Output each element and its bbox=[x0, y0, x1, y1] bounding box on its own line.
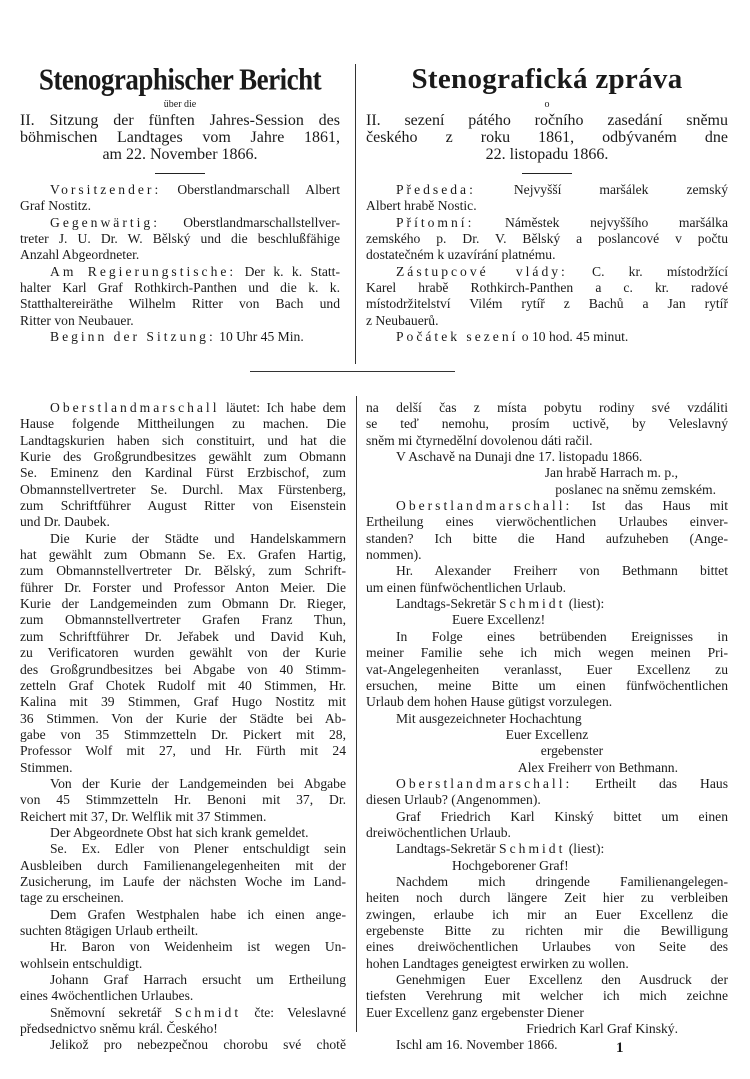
text-line: Landtagskurien haben sich constituirt, und hat die bbox=[20, 432, 346, 448]
body-right-column bbox=[366, 400, 728, 1054]
line-text: (liest): bbox=[565, 596, 605, 612]
speaker-label: Beginn der Sitzung: bbox=[50, 329, 216, 345]
text-line: und Dr. Daubek. bbox=[20, 514, 110, 530]
paragraph bbox=[366, 711, 728, 727]
divider bbox=[522, 173, 572, 174]
text-line: des Großgrundbesitzes bei Abgabe von 40 Stimm- bbox=[20, 661, 346, 677]
speaker-label: Am Regierungstische: bbox=[50, 263, 237, 279]
text-line: Euer Excellenz ganz ergebenster Diener bbox=[366, 1004, 584, 1020]
text-line: Hochgeborener Graf! bbox=[452, 857, 569, 873]
text-line: Urlaub dem hohen Hause gütigst vorzulegen. bbox=[366, 694, 613, 710]
text-line: Die Kurie der Städte und Handelskammern bbox=[50, 530, 346, 546]
text-line: Professor Wolf mit 27, und Hr. Fürth mit 24 bbox=[20, 743, 346, 759]
text-line: předsednictvo sněmu král. Českého! bbox=[20, 1021, 218, 1037]
paragraph bbox=[20, 264, 340, 329]
text-line: tage zu erscheinen. bbox=[20, 890, 124, 906]
paragraph bbox=[20, 1005, 346, 1038]
line-text: Ist das Haus mit bbox=[572, 498, 728, 514]
paragraph bbox=[20, 182, 340, 215]
paragraph bbox=[366, 400, 728, 449]
title-czech: Stenografická zpráva bbox=[411, 63, 683, 95]
heading-line: böhmischen Landtages vom Jahre 1861, bbox=[20, 129, 340, 146]
text-line: dostatečném k uzavírání platnému. bbox=[366, 247, 556, 263]
text-line: Se. Eminenz den Kardinal Fürst Erzbischof, zum bbox=[20, 465, 346, 481]
text-line: tiefsten Verehrung mit welcher ich mich zeichne bbox=[366, 988, 728, 1004]
paragraph bbox=[366, 449, 728, 465]
text-line: heiten noch durch längere Zeit hier zu verbleiben bbox=[366, 890, 728, 906]
line-text: (liest): bbox=[565, 841, 605, 857]
text-line: Nachdem mich dringende Familienangelegen- bbox=[396, 873, 728, 889]
paragraph bbox=[366, 809, 728, 842]
speaker-label: Gegenwärtig: bbox=[50, 214, 160, 230]
paragraph bbox=[366, 612, 728, 628]
paragraph bbox=[366, 874, 728, 972]
text-line: zum Obmannstellvertreter Grafen Franz Thun, bbox=[20, 612, 346, 628]
text-line: von 45 Stimmzetteln Hr. Benoni mit 37, Dr. bbox=[20, 792, 346, 808]
attendance-czech bbox=[366, 182, 728, 345]
text-line: hohen Landtages geneigtest erwirken zu wollen. bbox=[366, 955, 629, 971]
paragraph bbox=[366, 727, 728, 743]
speaker-label: Oberstlandmarschall: bbox=[396, 498, 573, 514]
paragraph bbox=[20, 1037, 346, 1053]
paragraph bbox=[20, 907, 346, 940]
speaker-label: Oberstlandmarschall bbox=[50, 400, 220, 415]
paragraph bbox=[20, 400, 346, 531]
text-line: zemského p. Dr. V. Bělský a poslancové v počtu bbox=[366, 231, 728, 247]
text-line: hat gewählt zum Obmann Se. Ex. Grafen Hartig, bbox=[20, 547, 346, 563]
text-line: Der Abgeordnete Obst hat sich krank gemeldet. bbox=[50, 824, 309, 840]
text-line: zum Schriftführer August Ritter von Eisenstein bbox=[20, 498, 346, 514]
text-line: In Folge eines betrübenden Ereignisses in bbox=[396, 628, 728, 644]
text-line: Dem Grafen Westphalen habe ich einen ange- bbox=[50, 906, 346, 922]
text-line bbox=[366, 596, 728, 612]
title-german: Stenographischer Bericht bbox=[38, 61, 322, 97]
text-line: meiner Familie sehe ich mich wegen meinen Pri- bbox=[366, 645, 728, 661]
paragraph bbox=[366, 215, 728, 264]
text-line: Kurie der Landgemeinden zum Obmann Dr. Rieger, bbox=[20, 596, 346, 612]
column-divider bbox=[355, 64, 356, 364]
speaker-label: Schmidt bbox=[499, 841, 566, 857]
line-text: čte: Veleslavné bbox=[241, 1004, 346, 1020]
text-line bbox=[20, 182, 340, 198]
paragraph bbox=[20, 329, 340, 345]
text-line bbox=[20, 1005, 346, 1021]
text-line: Alex Freiherr von Bethmann. bbox=[517, 759, 678, 775]
paragraph bbox=[366, 329, 728, 345]
text-line: z Neubauerů. bbox=[366, 312, 439, 328]
text-line: zu Verificatoren wurden gewählt von der Kurie bbox=[20, 645, 346, 661]
text-line: eines dreiwöchentlichen Urlaubes von Seite des bbox=[366, 939, 728, 955]
header-german bbox=[20, 62, 340, 345]
text-line bbox=[366, 776, 728, 792]
text-line: Hr. Alexander Freiherr von Bethmann bittet bbox=[396, 563, 728, 579]
column-divider bbox=[356, 396, 357, 1032]
divider bbox=[155, 173, 205, 174]
text-line: Reichert mit 37, Dr. Welflik mit 37 Stimmen. bbox=[20, 808, 267, 824]
speaker-label: Počátek sezení bbox=[396, 329, 519, 345]
heading-line: am 22. November 1866. bbox=[102, 146, 258, 163]
paragraph bbox=[366, 596, 728, 612]
text-line: eines 4wöchentlichen Urlaubes. bbox=[20, 988, 194, 1004]
paragraph bbox=[366, 858, 728, 874]
paragraph bbox=[366, 1037, 728, 1053]
paragraph bbox=[20, 825, 346, 841]
text-line: wohlsein entschuldigt. bbox=[20, 955, 143, 971]
text-line: standen? Ich bitte die Hand aufzuheben (Ange- bbox=[366, 530, 728, 546]
speaker-label: Schmidt bbox=[499, 596, 566, 612]
text-line: Hause folgende Mittheilungen zu machen. Die bbox=[20, 416, 346, 432]
text-line bbox=[20, 264, 340, 280]
paragraph bbox=[366, 760, 728, 776]
line-text: Náměstek nejvyššího maršálka bbox=[474, 214, 728, 230]
text-line: gabe von 35 Stimmzetteln Dr. Pickert mit 28, bbox=[20, 726, 346, 742]
text-line: vat-Angelegenheiten veranlasst, Euer Excellenz zu bbox=[366, 661, 728, 677]
paragraph bbox=[20, 215, 340, 264]
text-line: Ischl am 16. November 1866. bbox=[396, 1037, 558, 1053]
text-line: místodržitelství Vilém rytíř z Bachů a Jan rytíř bbox=[366, 296, 728, 312]
paragraph bbox=[366, 563, 728, 596]
text-line: Von der Kurie der Landgemeinden bei Abgabe bbox=[50, 775, 346, 791]
text-line: Euer Excellenz bbox=[505, 726, 589, 742]
paragraph bbox=[366, 629, 728, 711]
line-text: 10 Uhr 45 Min. bbox=[215, 329, 304, 345]
text-line bbox=[20, 329, 340, 345]
line-text: Oberstlandmarschallstellver- bbox=[159, 214, 340, 230]
speaker-label: Oberstlandmarschall: bbox=[396, 775, 573, 791]
text-line bbox=[366, 215, 728, 231]
text-line: Zusicherung, im Laufe der nächsten Woche im Land- bbox=[20, 873, 346, 889]
text-line bbox=[366, 264, 728, 280]
paragraph bbox=[366, 182, 728, 215]
line-text: Ertheilt das Haus bbox=[572, 775, 728, 791]
text-line: Anzahl Abgeordneter. bbox=[20, 247, 140, 263]
paragraph bbox=[366, 264, 728, 329]
paragraph bbox=[20, 939, 346, 972]
line-text: läutet: Ich habe dem bbox=[219, 400, 346, 415]
text-line: Statthaltereiräthe Wilhelm Ritter von Bach und bbox=[20, 296, 340, 312]
text-line: Se. Ex. Edler von Plener entschuldigt sein bbox=[50, 841, 346, 857]
text-line: Stimmen. bbox=[20, 759, 73, 775]
text-line bbox=[20, 215, 340, 231]
line-text: Der k. k. Statt- bbox=[236, 263, 340, 279]
text-line: zetteln Graf Chotek Rudolf mit 40 Stimmen, Hr. bbox=[20, 677, 346, 693]
speaker-prefix: Landtags-Sekretär bbox=[396, 596, 500, 612]
speaker-prefix: Landtags-Sekretär bbox=[396, 841, 500, 857]
text-line: Albert hrabě Nostic. bbox=[366, 198, 477, 214]
heading-german bbox=[20, 112, 340, 163]
text-line: Kalina mit 39 Stimmen, Graf Hugo Nostitz mit bbox=[20, 694, 346, 710]
text-line bbox=[366, 329, 728, 345]
text-line: Jan hrabě Harrach m. p., bbox=[544, 465, 678, 481]
text-line: Genehmigen Euer Excellenz den Ausdruck der bbox=[396, 972, 728, 988]
text-line: 36 Stimmen. Von der Kurie der Städte bei Ab- bbox=[20, 710, 346, 726]
text-line bbox=[366, 498, 728, 514]
header-czech bbox=[366, 62, 728, 345]
line-text: o 10 hod. 45 minut. bbox=[518, 329, 629, 345]
text-line: na delší čas z místa pobytu rodiny své vzdáliti bbox=[366, 400, 728, 415]
page-number: 1 bbox=[616, 1040, 624, 1056]
speaker-label: Schmidt bbox=[174, 1004, 242, 1020]
text-line: zum Obmannstellvertreter Dr. Bělský, zum Schrift- bbox=[20, 563, 346, 579]
paragraph bbox=[366, 1021, 728, 1037]
text-line: dreiwöchentlichen Urlaub. bbox=[366, 824, 511, 840]
text-line: Obmannstellvertreter Se. Durchl. Max Fürstenberg, bbox=[20, 481, 346, 497]
line-text: Oberstlandmarschall Albert bbox=[161, 182, 340, 197]
paragraph bbox=[366, 465, 728, 481]
text-line: ergebenster bbox=[540, 743, 604, 759]
text-line: ersuchen, meine Bitte um einen fünfwöchentlichen bbox=[366, 677, 728, 693]
paragraph bbox=[366, 482, 728, 498]
text-line: um einen fünfwöchentlichen Urlaub. bbox=[366, 579, 567, 595]
speaker-label: Přítomní: bbox=[396, 214, 475, 230]
subtitle-german: über die bbox=[163, 99, 197, 110]
text-line: Ritter von Neubauer. bbox=[20, 312, 134, 328]
text-line: nommen). bbox=[366, 547, 422, 563]
paragraph bbox=[366, 972, 728, 1021]
paragraph bbox=[366, 841, 728, 857]
text-line: Euere Excellenz! bbox=[452, 612, 546, 628]
speaker-label: Předseda: bbox=[396, 182, 476, 197]
text-line: suchten 8tägigen Urlaub ertheilt. bbox=[20, 923, 199, 938]
text-line: führer Dr. Forster und Professor Anton Meier. Die bbox=[20, 579, 346, 595]
paragraph bbox=[366, 776, 728, 809]
text-line: sněm mi čtyrnedělní dovolenou dáti račil. bbox=[366, 432, 593, 448]
heading-line: 22. listopadu 1866. bbox=[485, 146, 609, 163]
paragraph bbox=[20, 841, 346, 906]
text-line: poslanec na sněmu zemském. bbox=[555, 481, 716, 497]
text-line: halter Karl Graf Rothkirch-Panthen und die k. k. bbox=[20, 280, 340, 296]
text-line: Mit ausgezeichneter Hochachtung bbox=[396, 710, 582, 726]
speaker-label: Vorsitzender: bbox=[50, 182, 162, 197]
paragraph bbox=[20, 776, 346, 825]
text-line: diesen Urlaub? (Angenommen). bbox=[366, 792, 541, 808]
paragraph bbox=[20, 972, 346, 1005]
text-line: Kurie des Großgrundbesitzes gewählt zum Obmann bbox=[20, 449, 346, 465]
text-line: Ertheilung eines vierwöchentlichen Urlaubes einver- bbox=[366, 514, 728, 530]
paragraph bbox=[366, 498, 728, 563]
heading-czech bbox=[366, 112, 728, 163]
speaker-prefix: Sněmovní sekretář bbox=[50, 1004, 175, 1020]
heading-line: II. sezení pátého ročního zasedání sněmu bbox=[366, 112, 728, 129]
text-line: Friedrich Karl Graf Kinský. bbox=[526, 1021, 678, 1037]
text-line bbox=[366, 841, 728, 857]
subtitle-czech: o bbox=[544, 99, 550, 110]
text-line: Karel hrabě Rothkirch-Panthen a c. kr. radové bbox=[366, 280, 728, 296]
paragraph bbox=[366, 743, 728, 759]
line-text: C. kr. místodržící bbox=[567, 263, 728, 279]
paragraph bbox=[20, 531, 346, 776]
text-line: Hr. Baron von Weidenheim ist wegen Un- bbox=[50, 939, 346, 955]
section-divider bbox=[250, 371, 455, 372]
heading-line: II. Sitzung der fünften Jahres-Session des bbox=[20, 112, 340, 129]
text-line: se teď nemohu, prosím uctivě, by Veleslavný bbox=[366, 416, 728, 432]
text-line: V Aschavě na Dunaji dne 17. listopadu 1866. bbox=[396, 449, 643, 465]
text-line bbox=[366, 182, 728, 198]
body-left-column bbox=[20, 400, 346, 1054]
text-line: zum Schriftführer Dr. Jeřabek und David Kuh, bbox=[20, 628, 346, 644]
text-line: ergebenste Bitte zu richten mir die Bewilligung bbox=[366, 923, 728, 938]
text-line bbox=[20, 400, 346, 416]
speaker-label: Zástupcové vlády: bbox=[396, 263, 568, 279]
text-line: Jelikož pro nebezpečnou chorobu své chotě bbox=[50, 1037, 346, 1053]
text-line: Ausbleiben durch Familienangelegenheiten mit der bbox=[20, 857, 346, 873]
heading-line: českého z roku 1861, odbývaném dne bbox=[366, 129, 728, 146]
text-line: Graf Nostitz. bbox=[20, 198, 91, 214]
attendance-german bbox=[20, 182, 340, 345]
text-line: zwingen, erlaube ich mir an Euer Excellenz die bbox=[366, 906, 728, 922]
line-text: Nejvyšší maršálek zemský bbox=[475, 182, 728, 197]
text-line: Johann Graf Harrach ersucht um Ertheilung bbox=[50, 972, 346, 988]
text-line: Graf Friedrich Karl Kinský bittet um einen bbox=[396, 808, 728, 824]
text-line: treter J. U. Dr. W. Bělský und die beschlußfähige bbox=[20, 231, 340, 247]
